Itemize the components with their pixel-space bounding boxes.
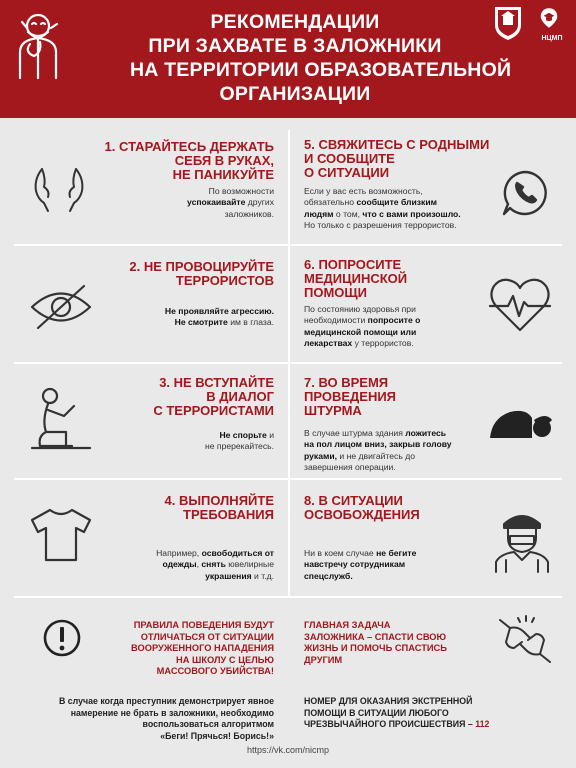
- footer-url[interactable]: https://vk.com/nicmp: [246, 745, 330, 755]
- card-7-text: В случае штурма здания ложитесь на пол лицом вниз, закрыв голову руками, и не двигайтесь до завершения операции.: [304, 428, 452, 473]
- emergency-number: 112: [475, 719, 490, 729]
- phone-chat-icon: [500, 168, 550, 218]
- card-6-title: 6. ПОПРОСИТЕ МЕДИЦИНСКОЙ ПОМОЩИ: [304, 257, 408, 300]
- warning-text: ПРАВИЛА ПОВЕДЕНИЯ БУДУТ ОТЛИЧАТЬСЯ ОТ СИТУАЦИИ ВООРУЖЕННОГО НАПАДЕНИЯ НА ШКОЛУ С ЦЕЛЬЮ МАССОВОГО УБИЙСТВА!: [131, 620, 274, 676]
- t-shirt-icon: [28, 506, 94, 564]
- header-banner: [0, 0, 576, 118]
- crossed-eye-icon: [28, 282, 94, 332]
- card-3-title: 3. НЕ ВСТУПАЙТЕ В ДИАЛОГ С ТЕРРОРИСТАМИ: [153, 375, 274, 418]
- emergency-number-note: НОМЕР ДЛЯ ОКАЗАНИЯ ЭКСТРЕННОЙ ПОМОЩИ В СИТУАЦИИ ЛЮБОГО ЧРЕЗВЫЧАЙНОГО ПРОИСШЕСТВИЯ – 112: [304, 696, 490, 729]
- card-2-text: Не проявляйте агрессию. Не смотрите им в глаза.: [164, 306, 274, 328]
- card-4-title: 4. ВЫПОЛНЯЙТЕ ТРЕБОВАНИЯ: [164, 493, 274, 522]
- run-hide-fight-note: В случае когда преступник демонстрирует явное намерение не брать в заложники, необходимо воспользоваться алгоритмом «Беги! Прячься! Борись!»: [58, 696, 274, 741]
- helping-hands-icon: [496, 614, 554, 668]
- main-task-text: ГЛАВНАЯ ЗАДАЧА ЗАЛОЖНИКА – СПАСТИ СВОЮ ЖИЗНЬ И ПОМОЧЬ СПАСТИСЬ ДРУГИМ: [304, 620, 447, 665]
- card-5-text: Если у вас есть возможность, обязательно сообщите близким людям о том, что с вами произошло. Но только с разрешения террористов.: [304, 186, 461, 231]
- card-5-title: 5. СВЯЖИТЕСЬ С РОДНЫМИ И СООБЩИТЕ О СИТУАЦИИ: [304, 137, 490, 180]
- heartbeat-icon: [488, 276, 552, 334]
- card-1-text: По возможности успокаивайте других заложников.: [187, 186, 274, 219]
- card-7-title: 7. ВО ВРЕМЯ ПРОВЕДЕНИЯ ШТУРМА: [304, 375, 397, 418]
- card-4-text: Например, освободиться от одежды, снять ювелирные украшения и т.д.: [156, 548, 274, 581]
- ncmp-logo-label: НЦМП: [541, 35, 563, 42]
- hostage-gagged-icon: [10, 8, 70, 88]
- card-3-text: Не спорьте и не пререкайтесь.: [205, 430, 274, 452]
- kneeling-person-icon: [28, 386, 94, 452]
- column-divider: [288, 130, 290, 596]
- card-1-title: 1. СТАРАЙТЕСЬ ДЕРЖАТЬ СЕБЯ В РУКАХ, НЕ ПАНИКУЙТЕ: [104, 139, 274, 182]
- divider: [14, 596, 562, 598]
- card-6-text: По состоянию здоровья при необходимости попросите о медицинской помощи или лекарствах у террористов.: [304, 304, 421, 349]
- praying-hands-icon: [28, 165, 90, 215]
- soldier-icon: [490, 508, 554, 574]
- exclamation-circle-icon: [42, 618, 82, 658]
- card-2-title: 2. НЕ ПРОВОЦИРУЙТЕ ТЕРРОРИСТОВ: [129, 259, 274, 288]
- school-emblem-logo: [493, 5, 523, 41]
- ncmp-logo: [536, 4, 568, 48]
- lying-person-icon: [488, 402, 554, 442]
- card-8-title: 8. В СИТУАЦИИ ОСВОБОЖДЕНИЯ: [304, 493, 420, 522]
- page-title: РЕКОМЕНДАЦИИ ПРИ ЗАХВАТЕ В ЗАЛОЖНИКИ НА ТЕРРИТОРИИ ОБРАЗОВАТЕЛЬНОЙ ОРГАНИЗАЦИИ: [130, 11, 512, 105]
- card-8-text: Ни в коем случае не бегите навстречу сотрудникам спецслужб.: [304, 548, 417, 581]
